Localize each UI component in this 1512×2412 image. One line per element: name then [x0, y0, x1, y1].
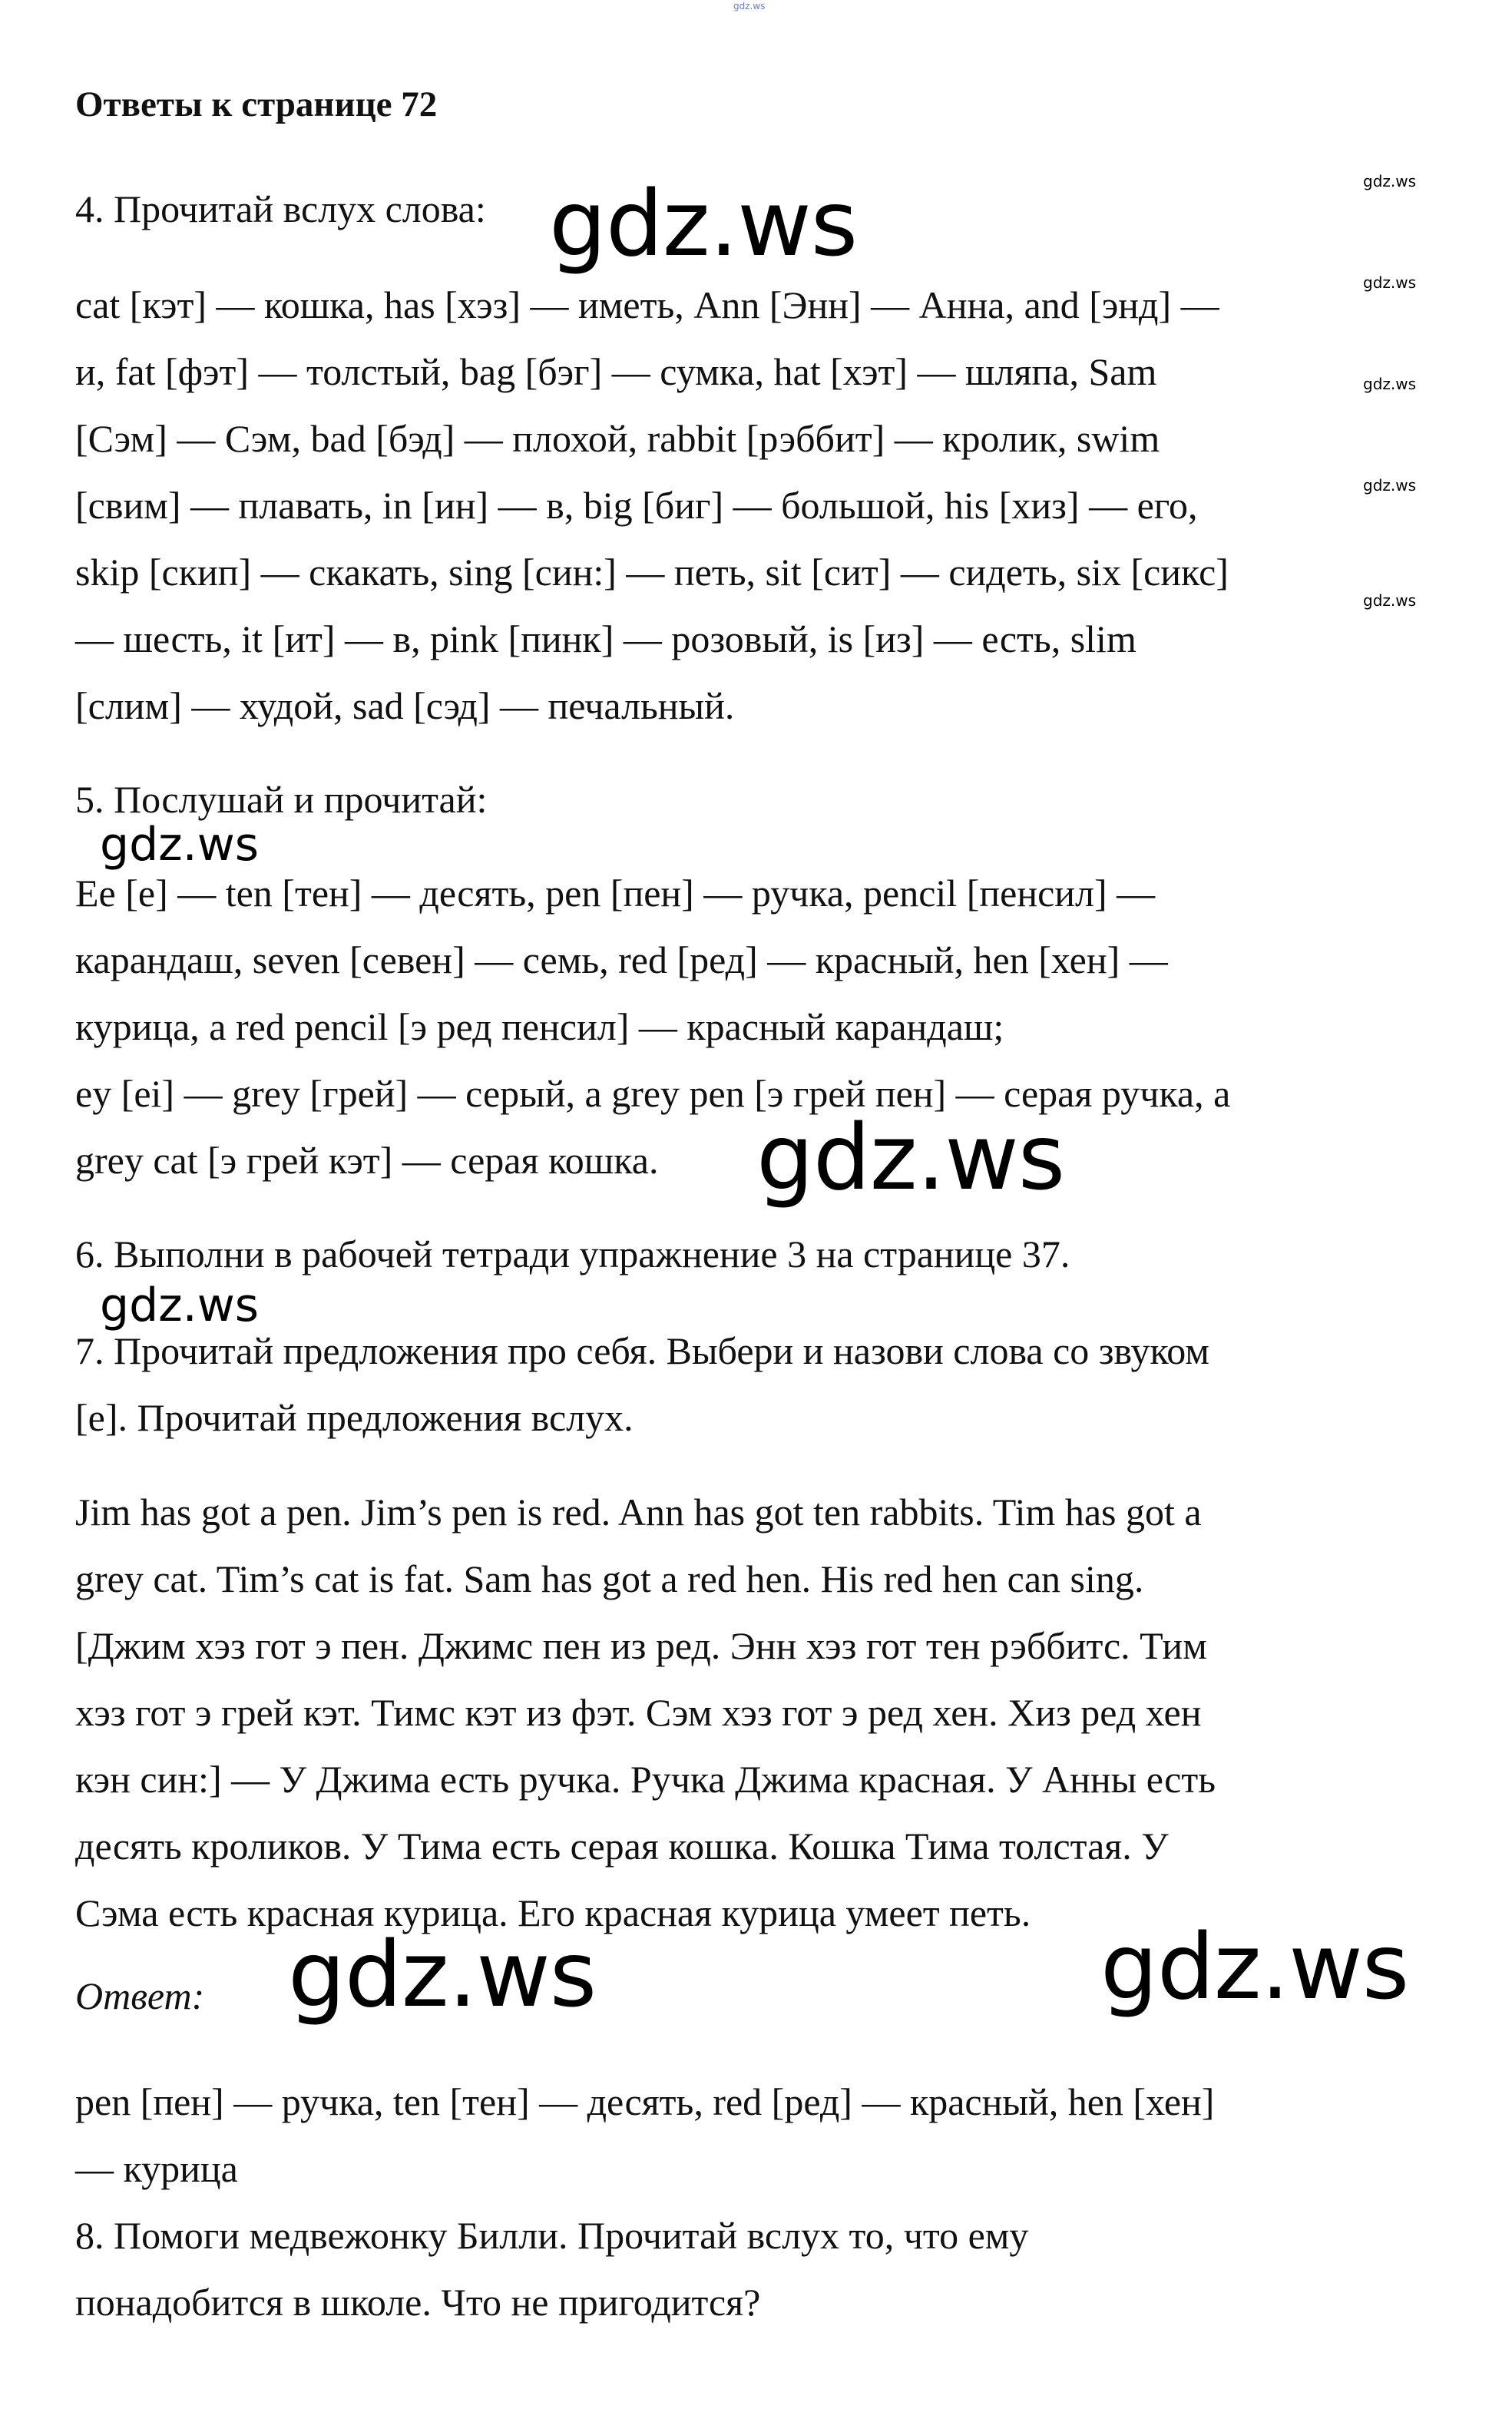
exercise-7-line: [Джим хэз гот э пен. Джимс пен из ред. Энн хэз гот тен рэббитс. Тим: [75, 1624, 1207, 1667]
exercise-6-title-text: 6. Выполни в рабочей тетради упражнение 3 на странице 37.: [75, 1232, 1070, 1275]
exercise-7-line: grey cat. Tim’s cat is fat. Sam has got a red hen. His red hen can sing.: [75, 1557, 1144, 1600]
watermark-small: gdz.ws: [1363, 375, 1417, 393]
watermark-small: gdz.ws: [1363, 172, 1417, 190]
exercise-7-line: Jim has got a pen. Jim’s pen is red. Ann has got ten rabbits. Tim has got a: [75, 1491, 1202, 1534]
exercise-4-line: и, fat [фэт] — толстый, bag [бэг] — сумка, hat [хэт] — шляпа, Sam: [75, 350, 1157, 393]
exercise-4-line: cat [кэт] — кошка, has [хэз] — иметь, Ann [Энн] — Анна, and [энд] —: [75, 283, 1219, 326]
watermark-small: gdz.ws: [1363, 476, 1417, 495]
answer-label: Ответ:: [75, 1974, 205, 2017]
exercise-7-line: кэн син:] — У Джима есть ручка. Ручка Джима красная. У Анны есть: [75, 1758, 1216, 1801]
watermark-medium: gdz.ws: [100, 1279, 260, 1332]
exercise-4-line: [свим] — плавать, in [ин] — в, big [биг] — большой, his [хиз] — его,: [75, 484, 1198, 527]
exercise-8-title-line: понадобится в школе. Что не пригодится?: [75, 2281, 761, 2324]
watermark-large: gdz.ws: [1100, 1914, 1409, 2020]
exercise-7-line: Сэма есть красная курица. Его красная курица умеет петь.: [75, 1891, 1031, 1934]
watermark-medium: gdz.ws: [100, 818, 260, 872]
exercise-5-line: Ee [e] — ten [тен] — десять, pen [пен] — ручка, pencil [пенсил] —: [75, 872, 1156, 915]
exercise-5-title: [75, 766, 1434, 833]
exercise-4-line: skip [скип] — скакать, sing [син:] — петь, sit [сит] — сидеть, six [сикс]: [75, 551, 1229, 594]
exercise-4-line: [Сэм] — Сэм, bad [бэд] — плохой, rabbit [рэббит] — кролик, swim: [75, 417, 1160, 460]
exercise-5-text: [75, 860, 1434, 1194]
exercise-5-line: карандаш, seven [севен] — семь, red [ред] — красный, hen [хен] —: [75, 938, 1168, 981]
exercise-8-title-line: 8. Помоги медвежонку Билли. Прочитай вслух то, что ему: [75, 2214, 1029, 2257]
watermark-tiny: gdz.ws: [733, 1, 766, 12]
exercise-4-line: — шесть, it [ит] — в, pink [пинк] — розовый, is [из] — есть, slim: [75, 617, 1136, 660]
exercise-4-text: [75, 272, 1434, 739]
watermark-large: gdz.ws: [756, 1104, 1065, 1210]
exercise-7-line: хэз гот э грей кэт. Тимс кэт из фэт. Сэм хэз гот э ред хен. Хиз ред хен: [75, 1691, 1202, 1734]
exercise-7-text: [75, 1479, 1434, 1947]
exercise-7-title-line: [e]. Прочитай предложения вслух.: [75, 1396, 634, 1439]
watermark-large: gdz.ws: [549, 170, 858, 276]
watermark-small: gdz.ws: [1363, 591, 1417, 610]
page-heading: Ответы к странице 72: [75, 84, 438, 124]
exercise-4-title-text: 4. Прочитай вслух слова:: [75, 187, 486, 230]
exercise-4-line: [слим] — худой, sad [сэд] — печальный.: [75, 684, 735, 727]
exercise-5-line: ey [ei] — grey [грей] — серый, a grey pen [э грей пен] — серая ручка, a: [75, 1072, 1231, 1115]
watermark-large: gdz.ws: [288, 1921, 597, 2027]
exercise-7-answer: [75, 2069, 1434, 2202]
exercise-5-line: grey cat [э грей кэт] — серая кошка.: [75, 1139, 659, 1182]
exercise-7-line: десять кроликов. У Тима есть серая кошка. Кошка Тима толстая. У: [75, 1825, 1169, 1868]
exercise-7-title: [75, 1318, 1434, 1451]
exercise-7-title-line: 7. Прочитай предложения про себя. Выбери и назови слова со звуком: [75, 1329, 1209, 1372]
exercise-8-title: [75, 2202, 1434, 2336]
exercise-5-title-text: 5. Послушай и прочитай:: [75, 778, 488, 821]
exercise-7-answer-line: — курица: [75, 2147, 238, 2190]
exercise-7-answer-line: pen [пен] — ручка, ten [тен] — десять, red [ред] — красный, hen [хен]: [75, 2080, 1215, 2123]
watermark-small: gdz.ws: [1363, 273, 1417, 292]
exercise-5-line: курица, a red pencil [э ред пенсил] — красный карандаш;: [75, 1005, 1004, 1048]
exercise-6-title: [75, 1221, 1434, 1288]
